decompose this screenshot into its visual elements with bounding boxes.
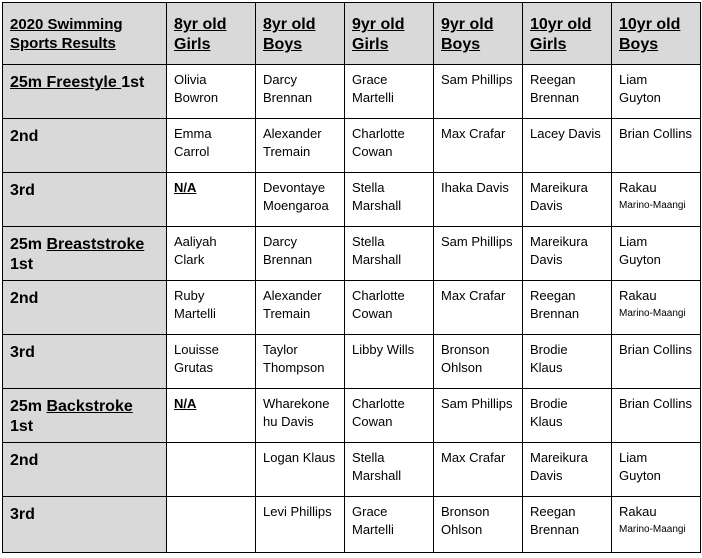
place-label: 2nd — [3, 443, 167, 497]
result-cell: Ihaka Davis — [434, 173, 523, 227]
result-cell: Emma Carrol — [167, 119, 256, 173]
result-cell: Stella Marshall — [345, 443, 434, 497]
result-cell: Reegan Brennan — [523, 65, 612, 119]
table-row — [3, 65, 701, 119]
result-cell: Charlotte Cowan — [345, 389, 434, 443]
results-table — [2, 2, 701, 553]
result-cell: Devontaye Moengaroa — [256, 173, 345, 227]
result-cell: Libby Wills — [345, 335, 434, 389]
table-row — [3, 119, 701, 173]
result-cell: Reegan Brennan — [523, 281, 612, 335]
result-cell: Logan Klaus — [256, 443, 345, 497]
result-cell: Alexander Tremain — [256, 281, 345, 335]
result-cell: Alexander Tremain — [256, 119, 345, 173]
result-cell: Max Crafar — [434, 443, 523, 497]
result-cell: Taylor Thompson — [256, 335, 345, 389]
result-cell: Brian Collins — [612, 335, 701, 389]
result-cell: Stella Marshall — [345, 173, 434, 227]
result-cell: Bronson Ohlson — [434, 335, 523, 389]
result-cell: Sam Phillips — [434, 65, 523, 119]
result-cell: Brian Collins — [612, 119, 701, 173]
result-cell: Mareikura Davis — [523, 227, 612, 281]
result-cell: Grace Martelli — [345, 497, 434, 553]
result-cell: Charlotte Cowan — [345, 281, 434, 335]
column-header: 8yr old Boys — [256, 3, 345, 65]
header-row — [3, 3, 701, 65]
result-cell: Mareikura Davis — [523, 443, 612, 497]
result-cell: Sam Phillips — [434, 227, 523, 281]
result-cell: Mareikura Davis — [523, 173, 612, 227]
result-cell: Brodie Klaus — [523, 335, 612, 389]
table-title: 2020 Swimming Sports Results — [3, 3, 167, 65]
table-row — [3, 335, 701, 389]
result-cell — [167, 497, 256, 553]
table-row — [3, 227, 701, 281]
table-row — [3, 443, 701, 497]
result-cell: N/A — [167, 173, 256, 227]
place-label: 3rd — [3, 335, 167, 389]
table-row — [3, 281, 701, 335]
result-cell: Brodie Klaus — [523, 389, 612, 443]
result-cell: Sam Phillips — [434, 389, 523, 443]
result-cell: Liam Guyton — [612, 227, 701, 281]
event-label: 25m Backstroke 1st — [3, 389, 167, 443]
place-label: 3rd — [3, 173, 167, 227]
result-cell: Bronson Ohlson — [434, 497, 523, 553]
result-cell — [167, 443, 256, 497]
result-cell: Darcy Brennan — [256, 227, 345, 281]
column-header: 9yr old Boys — [434, 3, 523, 65]
result-cell: Darcy Brennan — [256, 65, 345, 119]
result-cell: Grace Martelli — [345, 65, 434, 119]
table-row — [3, 389, 701, 443]
column-header: 8yr old Girls — [167, 3, 256, 65]
result-cell: Charlotte Cowan — [345, 119, 434, 173]
column-header: 10yr old Girls — [523, 3, 612, 65]
result-cell: Liam Guyton — [612, 65, 701, 119]
result-cell: Liam Guyton — [612, 443, 701, 497]
result-cell: Reegan Brennan — [523, 497, 612, 553]
column-header: 10yr old Boys — [612, 3, 701, 65]
table-row — [3, 173, 701, 227]
result-cell: Levi Phillips — [256, 497, 345, 553]
event-label: 25m Freestyle 1st — [3, 65, 167, 119]
place-label: 3rd — [3, 497, 167, 553]
place-label: 2nd — [3, 119, 167, 173]
result-cell: Rakau Marino-Maangi — [612, 497, 701, 553]
result-cell: N/A — [167, 389, 256, 443]
result-cell: Louisse Grutas — [167, 335, 256, 389]
result-cell: Brian Collins — [612, 389, 701, 443]
result-cell: Stella Marshall — [345, 227, 434, 281]
result-cell: Olivia Bowron — [167, 65, 256, 119]
table-row — [3, 497, 701, 553]
result-cell: Max Crafar — [434, 281, 523, 335]
place-label: 2nd — [3, 281, 167, 335]
result-cell: Wharekone hu Davis — [256, 389, 345, 443]
result-cell: Rakau Marino-Maangi — [612, 281, 701, 335]
result-cell: Lacey Davis — [523, 119, 612, 173]
event-label: 25m Breaststroke 1st — [3, 227, 167, 281]
result-cell: Aaliyah Clark — [167, 227, 256, 281]
result-cell: Max Crafar — [434, 119, 523, 173]
result-cell: Rakau Marino-Maangi — [612, 173, 701, 227]
result-cell: Ruby Martelli — [167, 281, 256, 335]
column-header: 9yr old Girls — [345, 3, 434, 65]
